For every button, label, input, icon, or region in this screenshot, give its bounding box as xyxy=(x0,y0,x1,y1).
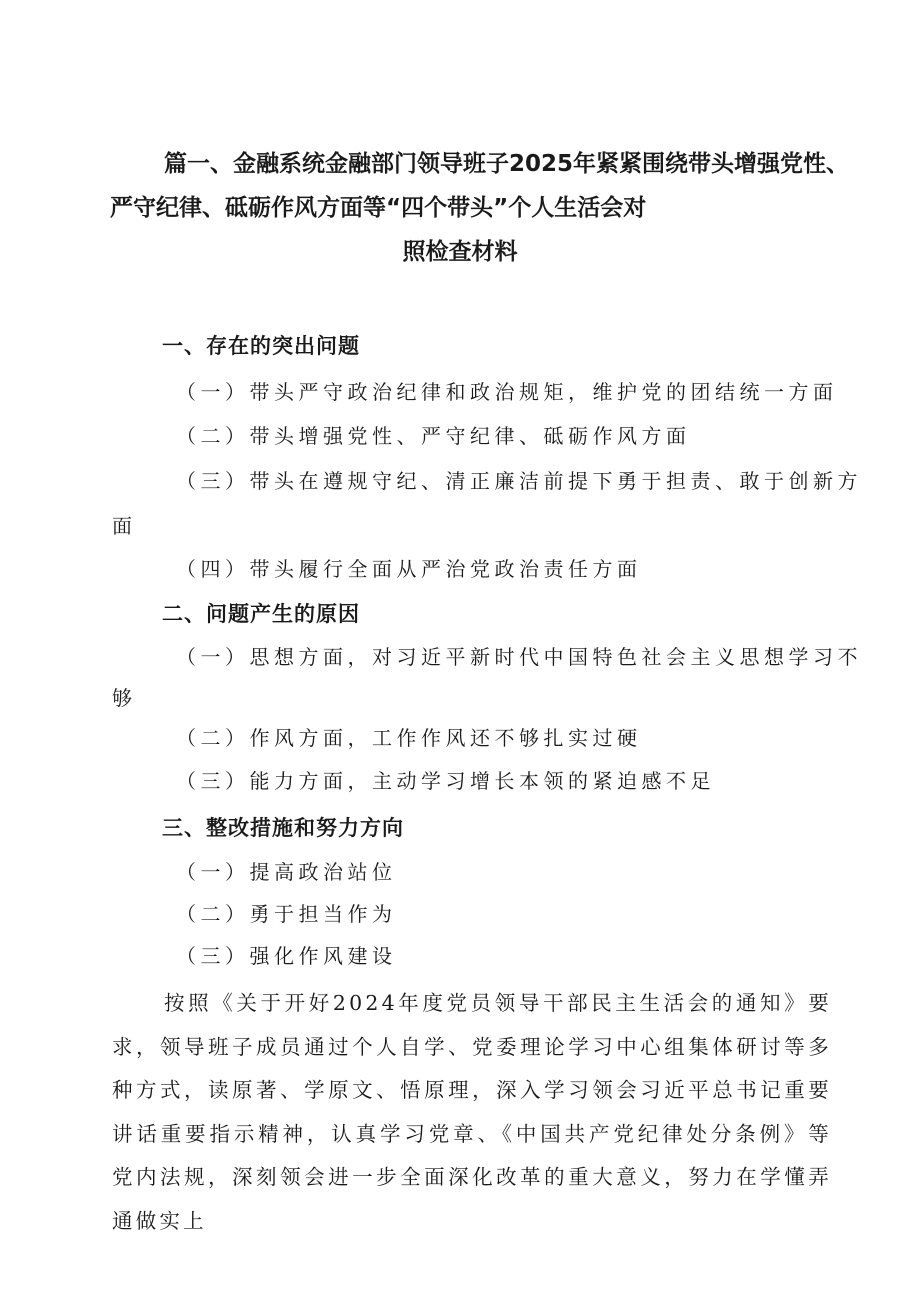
section-1-item-1: （一）带头严守政治纪律和政治规矩，维护党的团结统一方面 xyxy=(176,380,838,404)
section-heading-1: 一、存在的突出问题 xyxy=(162,334,360,358)
section-heading-3: 三、整改措施和努力方向 xyxy=(162,816,404,840)
section-2-item-3: （三）能力方面，主动学习增长本领的紧迫感不足 xyxy=(176,769,715,793)
section-2-item-2: （二）作风方面，工作作风还不够扎实过硬 xyxy=(176,726,642,750)
section-1-item-2: （二）带头增强党性、严守纪律、砥砺作风方面 xyxy=(176,424,691,448)
section-1-item-3-cont: 面 xyxy=(112,514,137,538)
title-line-3: 照检查材料 xyxy=(402,239,518,265)
title-line-1: 篇一、金融系统金融部门领导班子2025年紧紧围绕带头增强党性、 xyxy=(164,151,850,177)
section-3-item-1: （一）提高政治站位 xyxy=(176,860,397,884)
section-heading-2: 二、问题产生的原因 xyxy=(162,602,360,626)
body-paragraph: 按照《关于开好2024年度党员领导干部民主生活会的通知》要求，领导班子成员通过个人自学、党委理论学习中心组集体研讨等多种方式，读原著、学原文、悟原理，深入学习领会习近平总书记重要讲话重要指示精神，认真学习党章、《中国共产党纪律处分条例》等党内法规，深刻领会进一步全面深化改革的重大意义，努力在学懂弄通做实上 xyxy=(112,991,832,1233)
section-2-item-1-cont: 够 xyxy=(112,686,137,710)
section-2-item-1: （一）思想方面，对习近平新时代中国特色社会主义思想学习不 xyxy=(176,645,862,669)
section-1-item-3: （三）带头在遵规守纪、清正廉洁前提下勇于担责、敢于创新方 xyxy=(176,469,862,493)
document-title xyxy=(110,142,850,274)
section-3-item-3: （三）强化作风建设 xyxy=(176,944,397,968)
section-3-item-2: （二）勇于担当作为 xyxy=(176,902,397,926)
section-1-item-4: （四）带头履行全面从严治党政治责任方面 xyxy=(176,557,642,581)
title-line-2: 严守纪律、砥砺作风方面等“四个带头”个人生活会对 xyxy=(110,195,647,221)
